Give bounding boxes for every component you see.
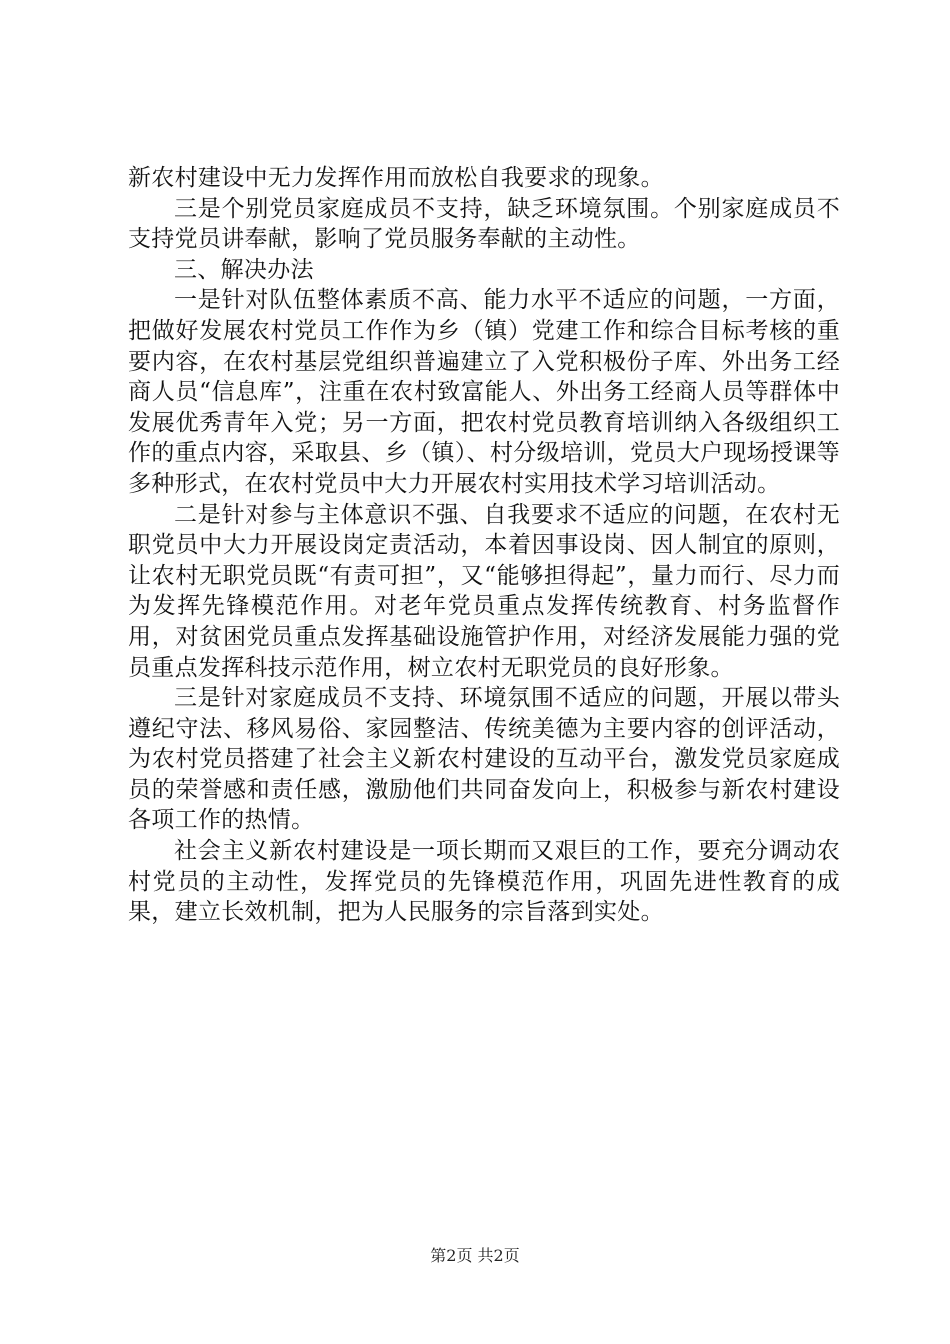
page-number-footer: 第2页 共2页 <box>430 1246 520 1265</box>
section-heading-solutions: 三、解决办法 <box>174 256 314 283</box>
paragraph-solution-three: 三是针对家庭成员不支持、环境氛围不适应的问题，开展以带头遵纪守法、移风易俗、家园整洁、传统美德为主要内容的创评活动，为农村党员搭建了社会主义新农村建设的互动平台，激发党员家庭成员的荣誉感和责任感，激励他们共同奋发向上，积极参与新农村建设各项工作的热情。 <box>128 685 840 834</box>
paragraph-family-support: 三是个别党员家庭成员不支持，缺乏环境氛围。个别家庭成员不支持党员讲奉献，影响了党员服务奉献的主动性。 <box>128 195 840 253</box>
paragraph-continuation: 新农村建设中无力发挥作用而放松自我要求的现象。 <box>128 165 664 191</box>
paragraph-solution-one: 一是针对队伍整体素质不高、能力水平不适应的问题，一方面，把做好发展农村党员工作作为乡（镇）党建工作和综合目标考核的重要内容，在农村基层党组织普遍建立了入党积极份子库、外出务工经商人员“信息库”，注重在农村致富能人、外出务工经商人员等群体中发展优秀青年入党；另一方面，把农村党员教育培训纳入各级组织工作的重点内容，采取县、乡（镇）、村分级培训，党员大户现场授课等多种形式，在农村党员中大力开展农村实用技术学习培训活动。 <box>128 287 840 497</box>
paragraph-solution-two: 二是针对参与主体意识不强、自我要求不适应的问题，在农村无职党员中大力开展设岗定责活动，本着因事设岗、因人制宜的原则，让农村无职党员既“有责可担”，又“能够担得起”，量力而行、尽力而为发挥先锋模范作用。对老年党员重点发挥传统教育、村务监督作用，对贫困党员重点发挥基础设施管护作用，对经济发展能力强的党员重点发挥科技示范作用，树立农村无职党员的良好形象。 <box>128 501 840 681</box>
document-body <box>128 163 840 928</box>
paragraph-conclusion: 社会主义新农村建设是一项长期而又艰巨的工作，要充分调动农村党员的主动性，发挥党员的先锋模范作用，巩固先进性教育的成果，建立长效机制，把为人民服务的宗旨落到实处。 <box>128 838 840 926</box>
